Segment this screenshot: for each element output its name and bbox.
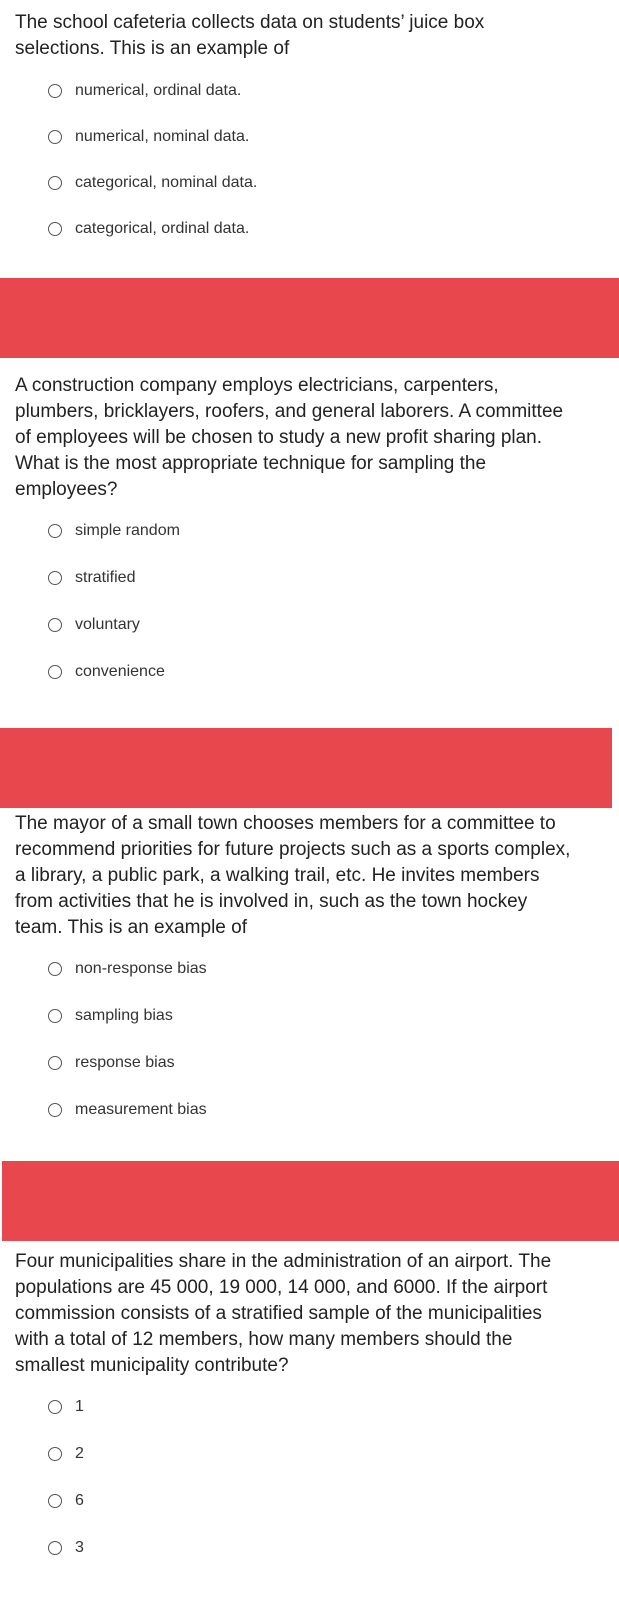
question-4-option-1[interactable] [48,1396,84,1418]
red-banner-3 [2,1161,619,1241]
radio-button[interactable] [48,84,62,98]
radio-button[interactable] [48,665,62,679]
option-label: response bias [75,1054,175,1071]
radio-button[interactable] [48,1447,62,1461]
question-4-option-4[interactable] [48,1537,84,1559]
question-1-option-3[interactable] [48,172,257,194]
option-label: 1 [75,1398,84,1415]
option-label: 3 [75,1539,84,1556]
radio-button[interactable] [48,1400,62,1414]
option-label: measurement bias [75,1101,207,1118]
option-label: categorical, ordinal data. [75,220,250,237]
question-4-option-2[interactable] [48,1443,84,1465]
option-label: 6 [75,1492,84,1509]
option-label: non-response bias [75,960,207,977]
question-3-prompt: The mayor of a small town chooses members for a committee to recommend priorities for future projects such as a sports complex, a library, a public park, a walking trail, etc. He invites members from activities that he is involved in, such as the town hockey team. This is an example of [15,813,571,938]
radio-button[interactable] [48,130,62,144]
question-3-option-2[interactable] [48,1005,173,1027]
option-label: numerical, ordinal data. [75,82,242,99]
question-3-option-1[interactable] [48,958,207,980]
option-label: simple random [75,522,180,539]
option-label: 2 [75,1445,84,1462]
radio-button[interactable] [48,1009,62,1023]
radio-button[interactable] [48,222,62,236]
option-label: voluntary [75,616,140,633]
radio-button[interactable] [48,962,62,976]
question-2-option-3[interactable] [48,614,140,636]
radio-button[interactable] [48,1541,62,1555]
question-1-option-4[interactable] [48,218,249,240]
red-banner-1 [0,278,619,358]
option-label: categorical, nominal data. [75,174,258,191]
radio-button[interactable] [48,176,62,190]
radio-button[interactable] [48,571,62,585]
radio-button[interactable] [48,1056,62,1070]
question-4-prompt: Four municipalities share in the administration of an airport. The populations are 45 000, 19 000, 14 000, and 6000. If the airport commission consists of a stratified sample of the municipalities with a total of 12 members, how many members should the smallest municipality contribute? [15,1251,552,1376]
question-2-option-4[interactable] [48,661,165,683]
question-2-option-1[interactable] [48,520,180,542]
question-4-option-3[interactable] [48,1490,84,1512]
question-1-prompt: The school cafeteria collects data on students’ juice box selections. This is an example of [15,12,485,59]
radio-button[interactable] [48,618,62,632]
question-2-option-2[interactable] [48,567,135,589]
red-banner-2 [0,728,612,808]
radio-button[interactable] [48,1103,62,1117]
radio-button[interactable] [48,1494,62,1508]
option-label: convenience [75,663,165,680]
option-label: numerical, nominal data. [75,128,250,145]
question-1-option-1[interactable] [48,80,241,102]
question-3-option-4[interactable] [48,1099,207,1121]
option-label: sampling bias [75,1007,173,1024]
option-label: stratified [75,569,136,586]
question-1-option-2[interactable] [48,126,249,148]
question-3-option-3[interactable] [48,1052,175,1074]
radio-button[interactable] [48,524,62,538]
question-2-prompt: A construction company employs electricians, carpenters, plumbers, bricklayers, roofers, and general laborers. A committee of employees will be chosen to study a new profit sharing plan. What is the most appropriate technique for sampling the employees? [15,375,564,500]
